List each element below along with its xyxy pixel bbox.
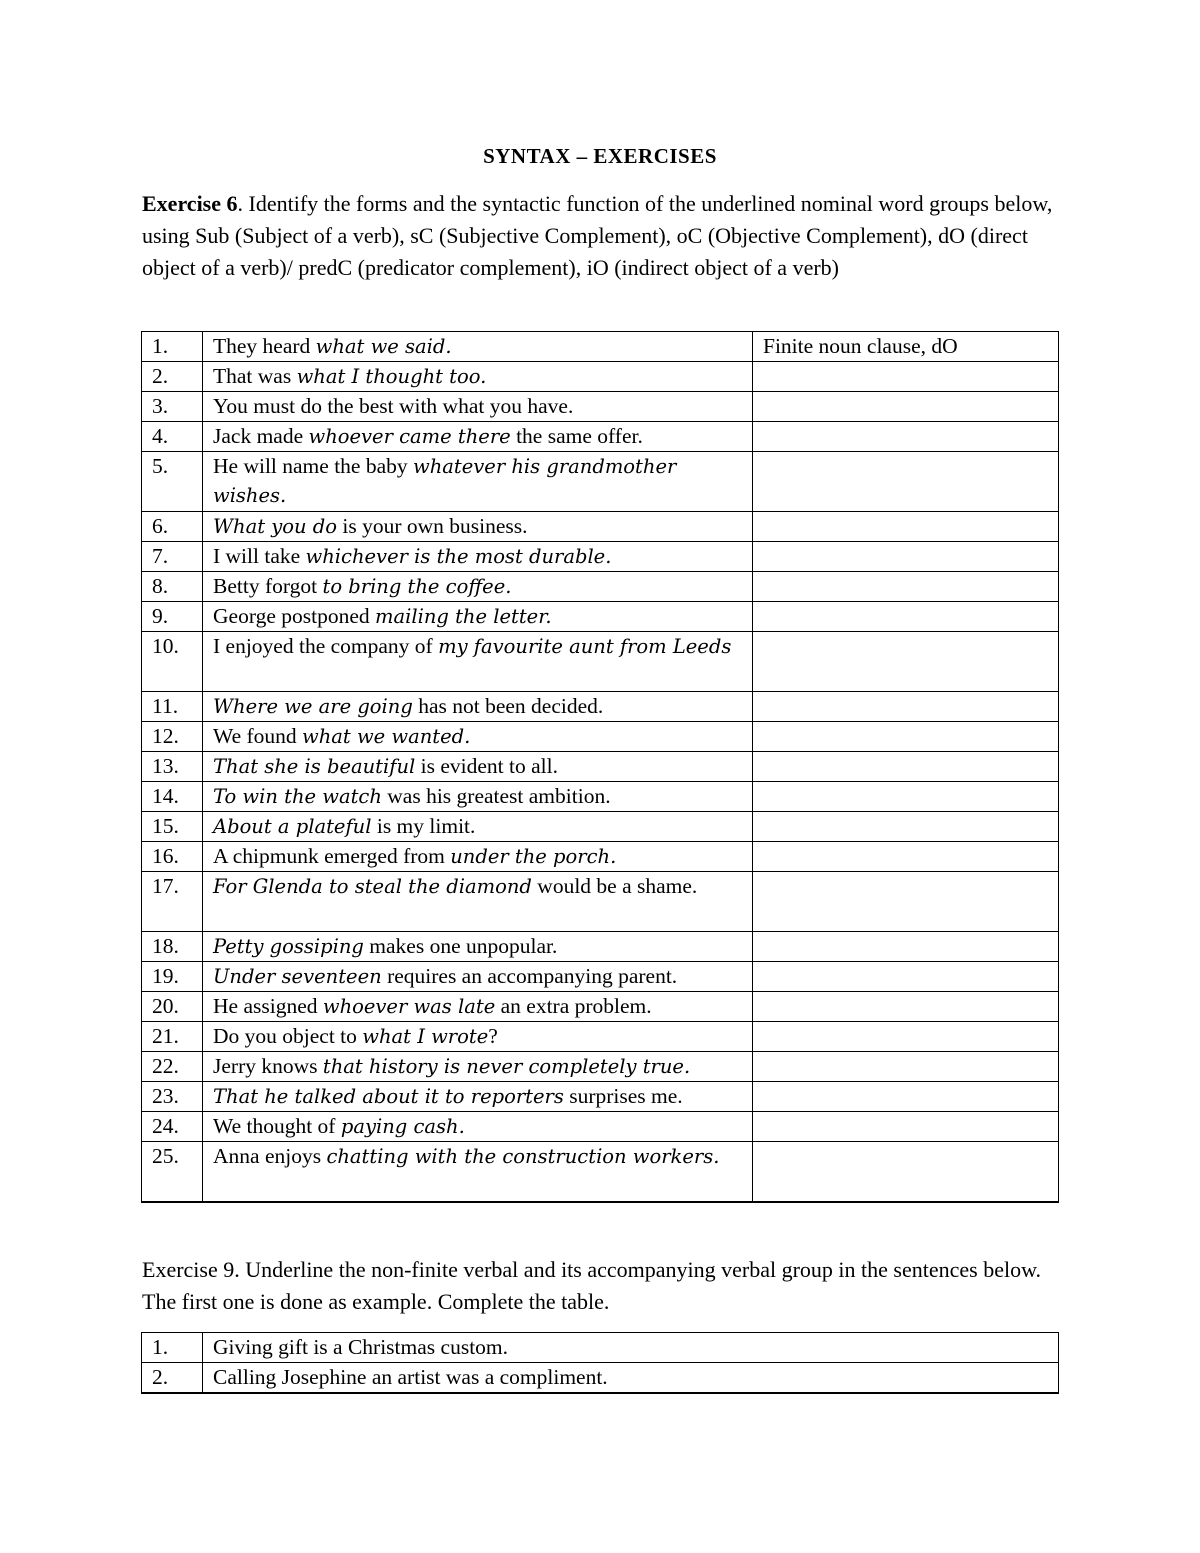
sentence-target-phrase: Where we are going	[213, 695, 413, 718]
sentence-cell	[203, 842, 753, 872]
table-row	[142, 1082, 1059, 1112]
sentence-post: makes one unpopular.	[363, 934, 558, 958]
row-number: 25.	[142, 1142, 203, 1202]
answer-cell[interactable]	[753, 1112, 1059, 1142]
table-row	[142, 1363, 1059, 1394]
sentence-cell	[203, 542, 753, 572]
sentence-cell	[203, 962, 753, 992]
answer-cell[interactable]	[753, 752, 1059, 782]
row-number: 14.	[142, 782, 203, 812]
table-row	[142, 1022, 1059, 1052]
table-row	[142, 692, 1059, 722]
sentence-cell	[203, 332, 753, 362]
sentence-pre: They heard	[213, 334, 316, 358]
table-row	[142, 422, 1059, 452]
sentence-cell	[203, 932, 753, 962]
row-number: 5.	[142, 452, 203, 512]
table-row	[142, 1142, 1059, 1202]
sentence-cell	[203, 1112, 753, 1142]
sentence-cell	[203, 572, 753, 602]
sentence-target-phrase: That she is beautiful	[213, 755, 416, 778]
sentence-cell	[203, 872, 753, 932]
answer-cell[interactable]	[753, 452, 1059, 512]
answer-cell[interactable]	[753, 722, 1059, 752]
sentence-target-phrase: to bring the coffee.	[322, 575, 512, 598]
row-number: 10.	[142, 632, 203, 692]
page-title: SYNTAX – EXERCISES	[483, 144, 717, 168]
sentence-target-phrase: Petty gossiping	[213, 935, 364, 958]
answer-cell[interactable]	[753, 842, 1059, 872]
table-row	[142, 392, 1059, 422]
answer-cell[interactable]	[753, 932, 1059, 962]
row-number: 8.	[142, 572, 203, 602]
sentence-pre: Jack made	[213, 424, 309, 448]
sentence-cell	[203, 722, 753, 752]
table-row	[142, 512, 1059, 542]
sentence-target-phrase: what I thought too.	[296, 365, 487, 388]
sentence-pre: I will take	[213, 544, 306, 568]
row-number: 2.	[142, 362, 203, 392]
sentence-pre: You must do the best with what you have.	[213, 394, 574, 418]
sentence-cell: Calling Josephine an artist was a compliment.	[203, 1363, 1059, 1394]
row-number: 16.	[142, 842, 203, 872]
row-number: 1.	[142, 1333, 203, 1363]
answer-cell[interactable]	[753, 422, 1059, 452]
sentence-cell	[203, 1022, 753, 1052]
answer-cell[interactable]	[753, 782, 1059, 812]
table-row	[142, 872, 1059, 932]
sentence-target-phrase: For Glenda to steal the diamond	[213, 875, 532, 898]
row-number: 3.	[142, 392, 203, 422]
sentence-target-phrase: whoever was late	[322, 995, 496, 1018]
row-number: 1.	[142, 332, 203, 362]
sentence-post: an extra problem.	[495, 994, 652, 1018]
answer-cell[interactable]	[753, 1022, 1059, 1052]
row-number: 2.	[142, 1363, 203, 1394]
row-number: 11.	[142, 692, 203, 722]
sentence-target-phrase: whatever his grandmother wishes.	[213, 455, 677, 507]
sentence-post: is my limit.	[371, 814, 476, 838]
sentence-post: ?	[488, 1024, 498, 1048]
sentence-pre: He will name the baby	[213, 454, 414, 478]
row-number: 18.	[142, 932, 203, 962]
answer-cell[interactable]	[753, 512, 1059, 542]
exercise-9-instructions: Exercise 9. Underline the non-finite verbal and its accompanying verbal group in the sentences below. The first one is done as example. Complete the table.	[142, 1257, 1042, 1314]
answer-cell[interactable]: Finite noun clause, dO	[753, 332, 1059, 362]
sentence-target-phrase: About a plateful	[213, 815, 372, 838]
table-row	[142, 812, 1059, 842]
row-number: 15.	[142, 812, 203, 842]
table-row	[142, 332, 1059, 362]
sentence-target-phrase: under the porch.	[450, 845, 617, 868]
table-row	[142, 542, 1059, 572]
sentence-target-phrase: whoever came there	[308, 425, 511, 448]
answer-cell[interactable]	[753, 872, 1059, 932]
sentence-post: would be a shame.	[531, 874, 698, 898]
answer-cell[interactable]	[753, 362, 1059, 392]
sentence-post: is your own business.	[337, 514, 528, 538]
sentence-cell	[203, 632, 753, 692]
sentence-cell	[203, 1142, 753, 1202]
answer-cell[interactable]	[753, 692, 1059, 722]
sentence-target-phrase: what I wrote	[362, 1025, 489, 1048]
answer-cell[interactable]	[753, 542, 1059, 572]
sentence-pre: A chipmunk emerged from	[213, 844, 451, 868]
table-row	[142, 1052, 1059, 1082]
sentence-cell	[203, 992, 753, 1022]
sentence-cell	[203, 512, 753, 542]
row-number: 22.	[142, 1052, 203, 1082]
sentence-post: surprises me.	[563, 1084, 683, 1108]
table-row	[142, 362, 1059, 392]
table-row	[142, 782, 1059, 812]
row-number: 9.	[142, 602, 203, 632]
sentence-pre: We found	[213, 724, 303, 748]
sentence-cell	[203, 392, 753, 422]
sentence-pre: I enjoyed the company of	[213, 634, 439, 658]
row-number: 4.	[142, 422, 203, 452]
sentence-post: was his greatest ambition.	[381, 784, 611, 808]
sentence-cell	[203, 782, 753, 812]
row-number: 6.	[142, 512, 203, 542]
sentence-target-phrase: That he talked about it to reporters	[213, 1085, 564, 1108]
answer-cell[interactable]	[753, 1142, 1059, 1202]
table-row	[142, 932, 1059, 962]
sentence-cell	[203, 362, 753, 392]
answer-cell[interactable]	[753, 992, 1059, 1022]
table-row	[142, 1333, 1059, 1363]
answer-cell[interactable]	[753, 392, 1059, 422]
sentence-post: is evident to all.	[415, 754, 558, 778]
table-row	[142, 722, 1059, 752]
exercise-9-table	[141, 1332, 1059, 1394]
table-row	[142, 752, 1059, 782]
sentence-target-phrase: what we wanted.	[302, 725, 471, 748]
table-row	[142, 632, 1059, 692]
answer-cell[interactable]	[753, 602, 1059, 632]
sentence-target-phrase: my favourite aunt from Leeds	[438, 635, 732, 658]
table-row	[142, 842, 1059, 872]
answer-cell[interactable]	[753, 1052, 1059, 1082]
sentence-post: requires an accompanying parent.	[381, 964, 678, 988]
sentence-target-phrase: Under seventeen	[213, 965, 382, 988]
sentence-cell	[203, 692, 753, 722]
sentence-post: has not been decided.	[412, 694, 604, 718]
sentence-pre: Betty forgot	[213, 574, 323, 598]
answer-cell[interactable]	[753, 632, 1059, 692]
sentence-pre: Do you object to	[213, 1024, 363, 1048]
row-number: 24.	[142, 1112, 203, 1142]
sentence-cell: Giving gift is a Christmas custom.	[203, 1333, 1059, 1363]
sentence-cell	[203, 1052, 753, 1082]
sentence-target-phrase: whichever is the most durable.	[305, 545, 612, 568]
row-number: 17.	[142, 872, 203, 932]
sentence-cell	[203, 422, 753, 452]
sentence-cell	[203, 452, 753, 512]
sentence-target-phrase: that history is never completely true.	[322, 1055, 691, 1078]
table-row	[142, 572, 1059, 602]
row-number: 12.	[142, 722, 203, 752]
answer-cell[interactable]	[753, 812, 1059, 842]
sentence-target-phrase: To win the watch	[213, 785, 382, 808]
sentence-post: the same offer.	[510, 424, 643, 448]
sentence-target-phrase: What you do	[213, 515, 337, 538]
sentence-pre: That was	[213, 364, 297, 388]
exercise-6-instructions	[142, 188, 1062, 284]
row-number: 19.	[142, 962, 203, 992]
sentence-pre: Anna enjoys	[213, 1144, 327, 1168]
exercise-6-label: Exercise 6	[142, 191, 238, 216]
row-number: 23.	[142, 1082, 203, 1112]
table-row	[142, 1112, 1059, 1142]
table-row	[142, 962, 1059, 992]
sentence-pre: We thought of	[213, 1114, 341, 1138]
answer-cell[interactable]	[753, 962, 1059, 992]
table-row	[142, 602, 1059, 632]
row-number: 13.	[142, 752, 203, 782]
row-number: 20.	[142, 992, 203, 1022]
sentence-target-phrase: what we said.	[315, 335, 452, 358]
sentence-target-phrase: paying cash.	[340, 1115, 465, 1138]
answer-cell[interactable]	[753, 572, 1059, 602]
answer-cell[interactable]	[753, 1082, 1059, 1112]
sentence-target-phrase: chatting with the construction workers.	[326, 1145, 720, 1168]
table-row	[142, 452, 1059, 512]
sentence-pre: He assigned	[213, 994, 323, 1018]
sentence-cell	[203, 602, 753, 632]
sentence-cell	[203, 812, 753, 842]
exercise-6-table	[141, 331, 1059, 1203]
sentence-cell	[203, 752, 753, 782]
row-number: 21.	[142, 1022, 203, 1052]
sentence-pre: Jerry knows	[213, 1054, 323, 1078]
exercise-6-text: . Identify the forms and the syntactic function of the underlined nominal word groups below, using Sub (Subject of a verb), sC (Subjective Complement), oC (Objective Complement), dO (direct object of a verb)/ predC (predicator complement), iO (indirect object of a verb)	[142, 191, 1053, 280]
sentence-pre: George postponed	[213, 604, 376, 628]
sentence-target-phrase: mailing the letter.	[375, 605, 552, 628]
row-number: 7.	[142, 542, 203, 572]
sentence-cell	[203, 1082, 753, 1112]
table-row	[142, 992, 1059, 1022]
